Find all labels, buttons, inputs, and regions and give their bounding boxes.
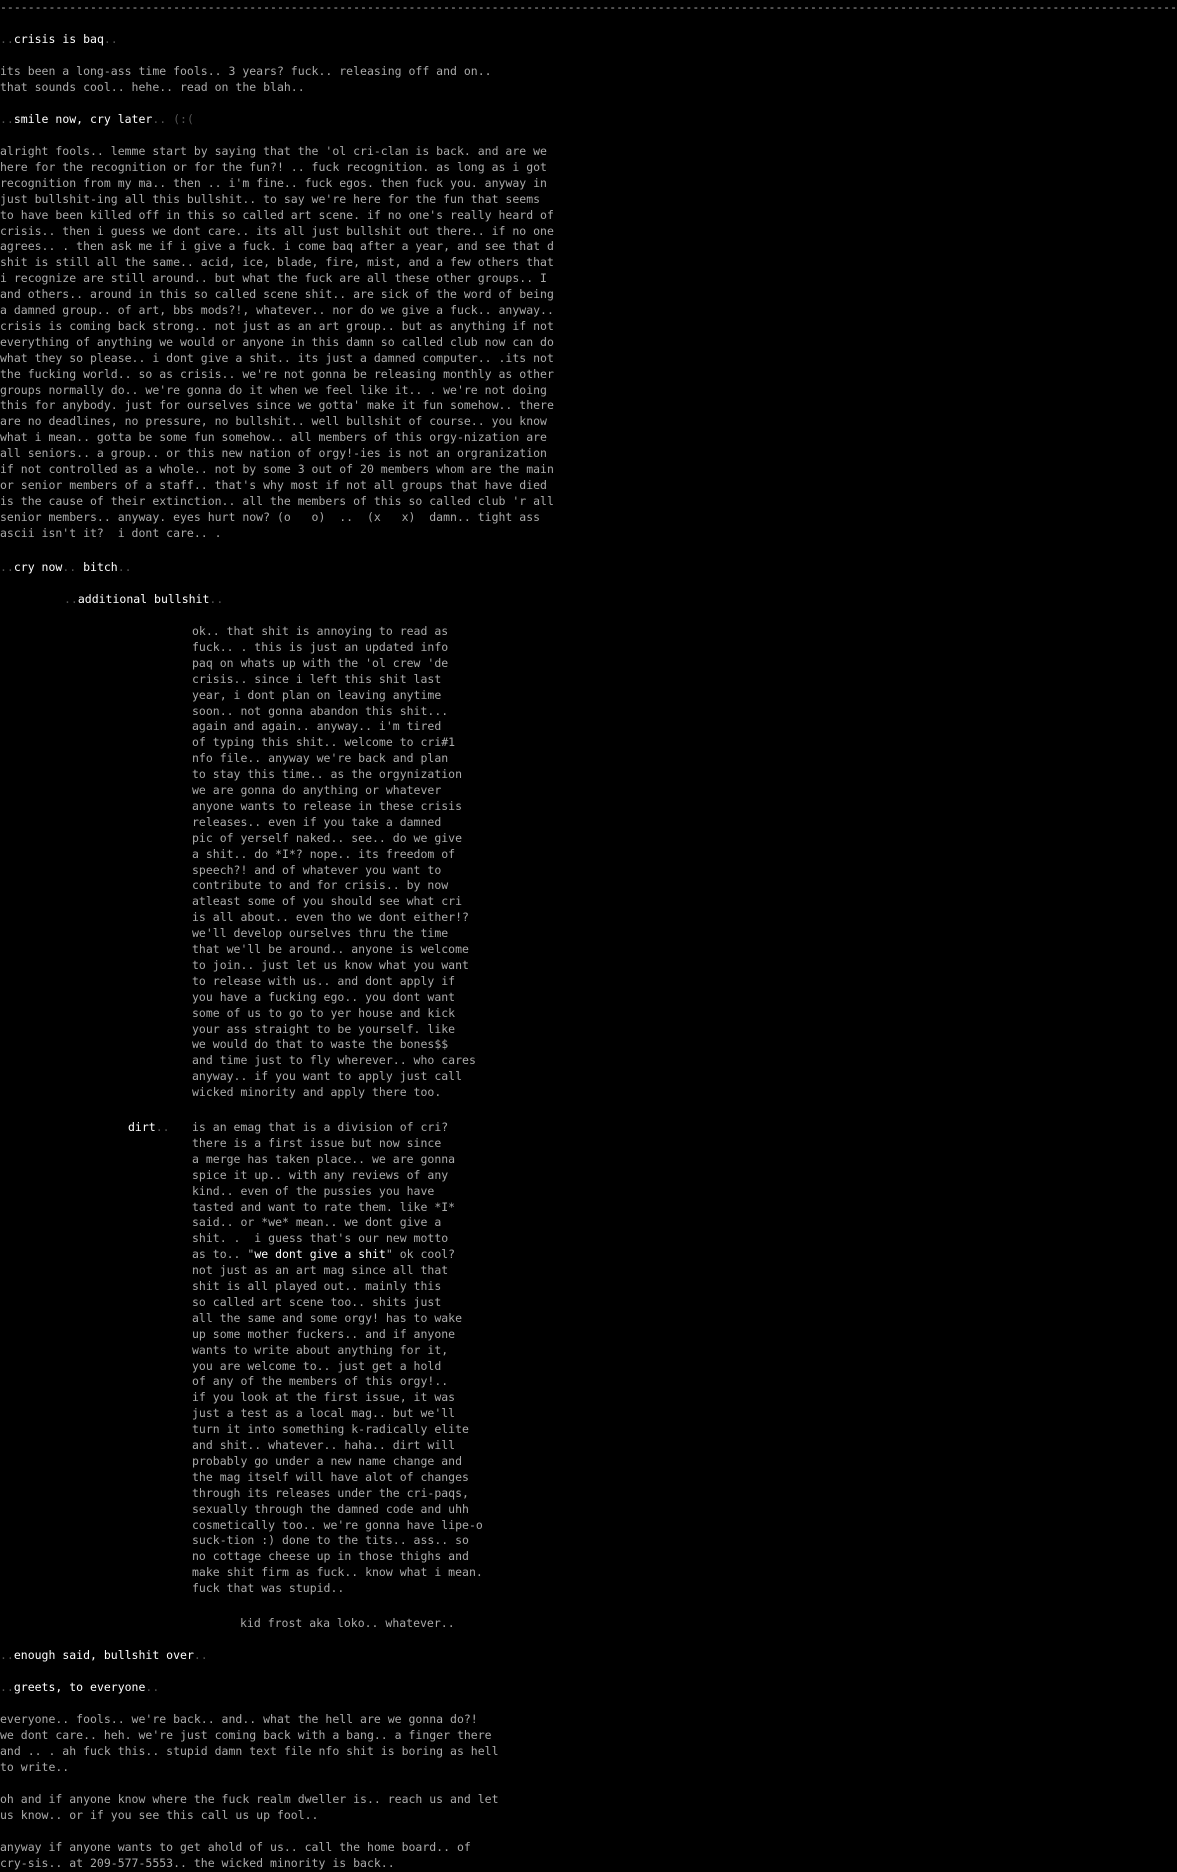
text-line: what they so please.. i dont give a shit.. its just a damned computer.. .its not <box>0 350 554 365</box>
text-line: everyone.. fools.. we're back.. and.. what the hell are we gonna do?! <box>0 1712 478 1726</box>
text-segment: enough said, bullshit over <box>13 1648 194 1662</box>
text-line: some of us to go to yer house and kick <box>192 1005 456 1020</box>
text-line <box>0 32 118 48</box>
text-line: us know.. or if you see this call us up fool.. <box>0 1807 319 1822</box>
text-line: recognition from my ma.. then .. i'm fine.. fuck egos. then fuck you. anyway in <box>0 175 547 190</box>
text-segment: crisis is baq <box>13 32 104 46</box>
text-line: to join.. just let us know what you want <box>192 957 469 972</box>
text-line <box>0 1680 159 1696</box>
text-line <box>0 112 194 128</box>
text-line: is all about.. even tho we dont either!? <box>192 910 469 925</box>
text-line: fuck that was stupid.. <box>192 1581 345 1596</box>
text-line: and .. . ah fuck this.. stupid damn text file nfo shit is boring as hell <box>0 1743 499 1758</box>
text-line: not just as an art mag since all that <box>192 1263 449 1278</box>
text-segment: .. <box>62 560 84 574</box>
text-line: no cottage cheese up in those thighs and <box>192 1549 469 1564</box>
text-line: sexually through the damned code and uhh <box>192 1501 469 1516</box>
text-segment: bitch <box>83 560 118 574</box>
text-segment: .. <box>103 32 118 46</box>
text-line: kid frost aka loko.. whatever.. <box>240 1616 455 1630</box>
text-line: agrees.. . then ask me if i give a fuck. i come baq after a year, and see that d <box>0 239 554 254</box>
text-line <box>0 1648 208 1664</box>
text-line: we'll develop ourselves thru the time <box>192 926 449 941</box>
text-line: wicked minority and apply there too. <box>192 1085 442 1100</box>
text-line: to release with us.. and dont apply if <box>192 973 456 988</box>
text-line: pic of yerself naked.. see.. do we give <box>192 830 463 845</box>
text-line: the mag itself will have alot of changes <box>192 1469 469 1484</box>
text-line: up some mother fuckers.. and if anyone <box>192 1326 456 1341</box>
text-line: soon.. not gonna abandon this shit... <box>192 703 449 718</box>
text-line: crisis is coming back strong.. not just as an art group.. but as anything if not <box>0 318 554 333</box>
text-line: a damned group.. of art, bbs mods?!, whatever.. nor do we give a fuck.. anyway.. <box>0 303 554 317</box>
text-line: spice it up.. with any reviews of any <box>192 1167 449 1182</box>
text-line: that sounds cool.. hehe.. read on the blah.. <box>0 79 305 94</box>
text-line: nfo file.. anyway we're back and plan <box>192 751 449 766</box>
text-line: anyway.. if you want to apply just call <box>192 1069 463 1084</box>
text-line: what i mean.. gotta be some fun somehow.. all members of this orgy-nization are <box>0 430 547 445</box>
text-line: are no deadlines, no pressure, no bullshit.. well bullshit of course.. you know <box>0 414 547 429</box>
text-segment: .. <box>0 32 14 46</box>
text-line: the fucking world.. so as crisis.. we're not gonna be releasing monthly as other <box>0 366 554 381</box>
text-segment: .. <box>209 592 224 606</box>
text-segment: as to.. " <box>192 1247 255 1262</box>
text-line: shit. . i guess that's our new motto <box>192 1231 449 1246</box>
text-line: just a test as a local mag.. but we'll <box>192 1406 456 1421</box>
text-line: turn it into something k-radically elite <box>192 1422 469 1437</box>
text-line: there is a first issue but now since <box>192 1135 442 1150</box>
text-segment: .. <box>155 1120 170 1134</box>
text-line: cosmetically too.. we're gonna have lipe-o <box>192 1517 483 1532</box>
text-segment: .. <box>0 112 14 126</box>
top-rule: -------------------------------------------------------------------------------------------------------------------------------------------------------------------------- <box>0 0 1177 14</box>
text-line: your ass straight to be yourself. like <box>192 1021 456 1036</box>
text-line: you are welcome to.. just get a hold <box>192 1358 442 1373</box>
text-line: releases.. even if you take a damned <box>192 814 442 829</box>
text-segment: cry now <box>13 560 63 574</box>
text-line: said.. or *we* mean.. we dont give a <box>192 1215 442 1230</box>
text-line: again and again.. anyway.. i'm tired <box>192 719 442 734</box>
text-line: contribute to and for crisis.. by now <box>192 878 449 893</box>
text-segment: .. <box>0 1648 14 1662</box>
text-line <box>64 592 223 608</box>
text-line: this for anybody. just for ourselves since we gotta' make it fun somehow.. there <box>0 398 554 413</box>
text-segment: .. <box>64 592 78 606</box>
text-line: is an emag that is a division of cri? <box>192 1120 449 1134</box>
text-line: alright fools.. lemme start by saying that the 'ol cri-clan is back. and are we <box>0 144 547 158</box>
text-line: of typing this shit.. welcome to cri#1 <box>192 735 456 750</box>
text-line: a shit.. do *I*? nope.. its freedom of <box>192 846 456 861</box>
text-line: shit is still all the same.. acid, ice, blade, fire, mist, and a few others that <box>0 255 554 270</box>
text-segment: additional bullshit <box>77 592 210 606</box>
text-line: crisis.. since i left this shit last <box>192 671 442 686</box>
text-line: if you look at the first issue, it was <box>192 1390 456 1405</box>
text-segment: " ok cool? <box>385 1247 456 1262</box>
text-line: atleast some of you should see what cri <box>192 894 463 909</box>
text-line: that we'll be around.. anyone is welcome <box>192 942 469 956</box>
text-line: to write.. <box>0 1759 70 1774</box>
text-line: and others.. around in this so called scene shit.. are sick of the word of being <box>0 287 554 302</box>
text-line <box>128 1120 170 1136</box>
text-line: here for the recognition or for the fun?! .. fuck recognition. as long as i got <box>0 159 547 174</box>
text-line: all seniors.. a group.. or this new nation of orgy!-ies is not an orgranization <box>0 446 547 461</box>
text-line: suck-tion :) done to the tits.. ass.. so <box>192 1533 469 1548</box>
text-line <box>192 1247 455 1263</box>
text-line: and shit.. whatever.. haha.. dirt will <box>192 1438 456 1452</box>
text-line: or senior members of a staff.. that's why most if not all groups that have died <box>0 477 547 492</box>
text-line: tasted and want to rate them. like *I* <box>192 1199 456 1214</box>
text-line: anyway if anyone wants to get ahold of us.. call the home board.. of <box>0 1840 471 1854</box>
text-line: kind.. even of the pussies you have <box>192 1183 435 1198</box>
text-line: oh and if anyone know where the fuck realm dweller is.. reach us and let <box>0 1792 499 1806</box>
text-segment: .. <box>0 1680 14 1694</box>
text-line: probably go under a new name change and <box>192 1453 463 1468</box>
text-line: a merge has taken place.. we are gonna <box>192 1151 456 1166</box>
text-line: ascii isn't it? i dont care.. . <box>0 525 222 540</box>
text-line: we are gonna do anything or whatever <box>192 783 442 797</box>
text-line: of any of the members of this orgy!.. <box>192 1374 449 1389</box>
text-line: you have a fucking ego.. you dont want <box>192 989 456 1004</box>
text-line: all the same and some orgy! has to wake <box>192 1310 463 1325</box>
text-line: senior members.. anyway. eyes hurt now? (o o) .. (x x) damn.. tight ass <box>0 509 541 524</box>
text-line: wants to write about anything for it, <box>192 1342 449 1357</box>
text-line: i recognize are still around.. but what the fuck are all these other groups.. I <box>0 271 547 286</box>
text-segment: smile now, cry later <box>13 112 153 126</box>
text-line: shit is all played out.. mainly this <box>192 1279 442 1293</box>
text-line: groups normally do.. we're gonna do it when we feel like it.. . we're not doing <box>0 382 547 397</box>
text-line <box>0 560 132 576</box>
text-line: if not controlled as a whole.. not by some 3 out of 20 members whom are the main <box>0 462 554 476</box>
text-segment: .. <box>145 1680 160 1694</box>
text-line: we would do that to waste the bones$$ <box>192 1037 449 1052</box>
text-line: through its releases under the cri-paqs, <box>192 1485 469 1500</box>
text-segment: greets, to everyone <box>13 1680 146 1694</box>
text-line: crisis.. then i guess we dont care.. its all just bullshit out there.. if no one <box>0 223 554 238</box>
text-line: and time just to fly wherever.. who cares <box>192 1053 476 1068</box>
text-line: ok.. that shit is annoying to read as <box>192 624 449 638</box>
text-segment: .. <box>0 560 14 574</box>
text-line: just bullshit-ing all this bullshit.. to say we're here for the fun that seems <box>0 191 541 206</box>
text-line: to stay this time.. as the orgynization <box>192 767 463 782</box>
text-line: is the cause of their extinction.. all the members of this so called club 'r all <box>0 493 554 508</box>
text-segment: .. <box>193 1648 208 1662</box>
text-line: cry-sis.. at 209-577-5553.. the wicked minority is back.. <box>0 1855 395 1870</box>
text-line: year, i dont plan on leaving anytime <box>192 687 442 702</box>
text-line: paq on whats up with the 'ol crew 'de <box>192 655 449 670</box>
text-line: everything of anything we would or anyone in this damn so called club now can do <box>0 334 554 349</box>
text-line: its been a long-ass time fools.. 3 years? fuck.. releasing off and on.. <box>0 64 492 78</box>
text-line: so called art scene too.. shits just <box>192 1294 442 1309</box>
text-line: anyone wants to release in these crisis <box>192 798 463 813</box>
text-segment: we dont give a shit <box>254 1247 386 1262</box>
text-line: fuck.. . this is just an updated info <box>192 639 449 654</box>
text-line: make shit firm as fuck.. know what i mean. <box>192 1565 483 1580</box>
text-line: we dont care.. heh. we're just coming back with a bang.. a finger there <box>0 1727 492 1742</box>
text-segment: .. <box>117 560 132 574</box>
text-line: to have been killed off in this so called art scene. if no one's really heard of <box>0 207 554 222</box>
text-segment: .. (:( <box>152 112 194 126</box>
text-line: speech?! and of whatever you want to <box>192 862 442 877</box>
text-segment: dirt <box>128 1120 156 1134</box>
